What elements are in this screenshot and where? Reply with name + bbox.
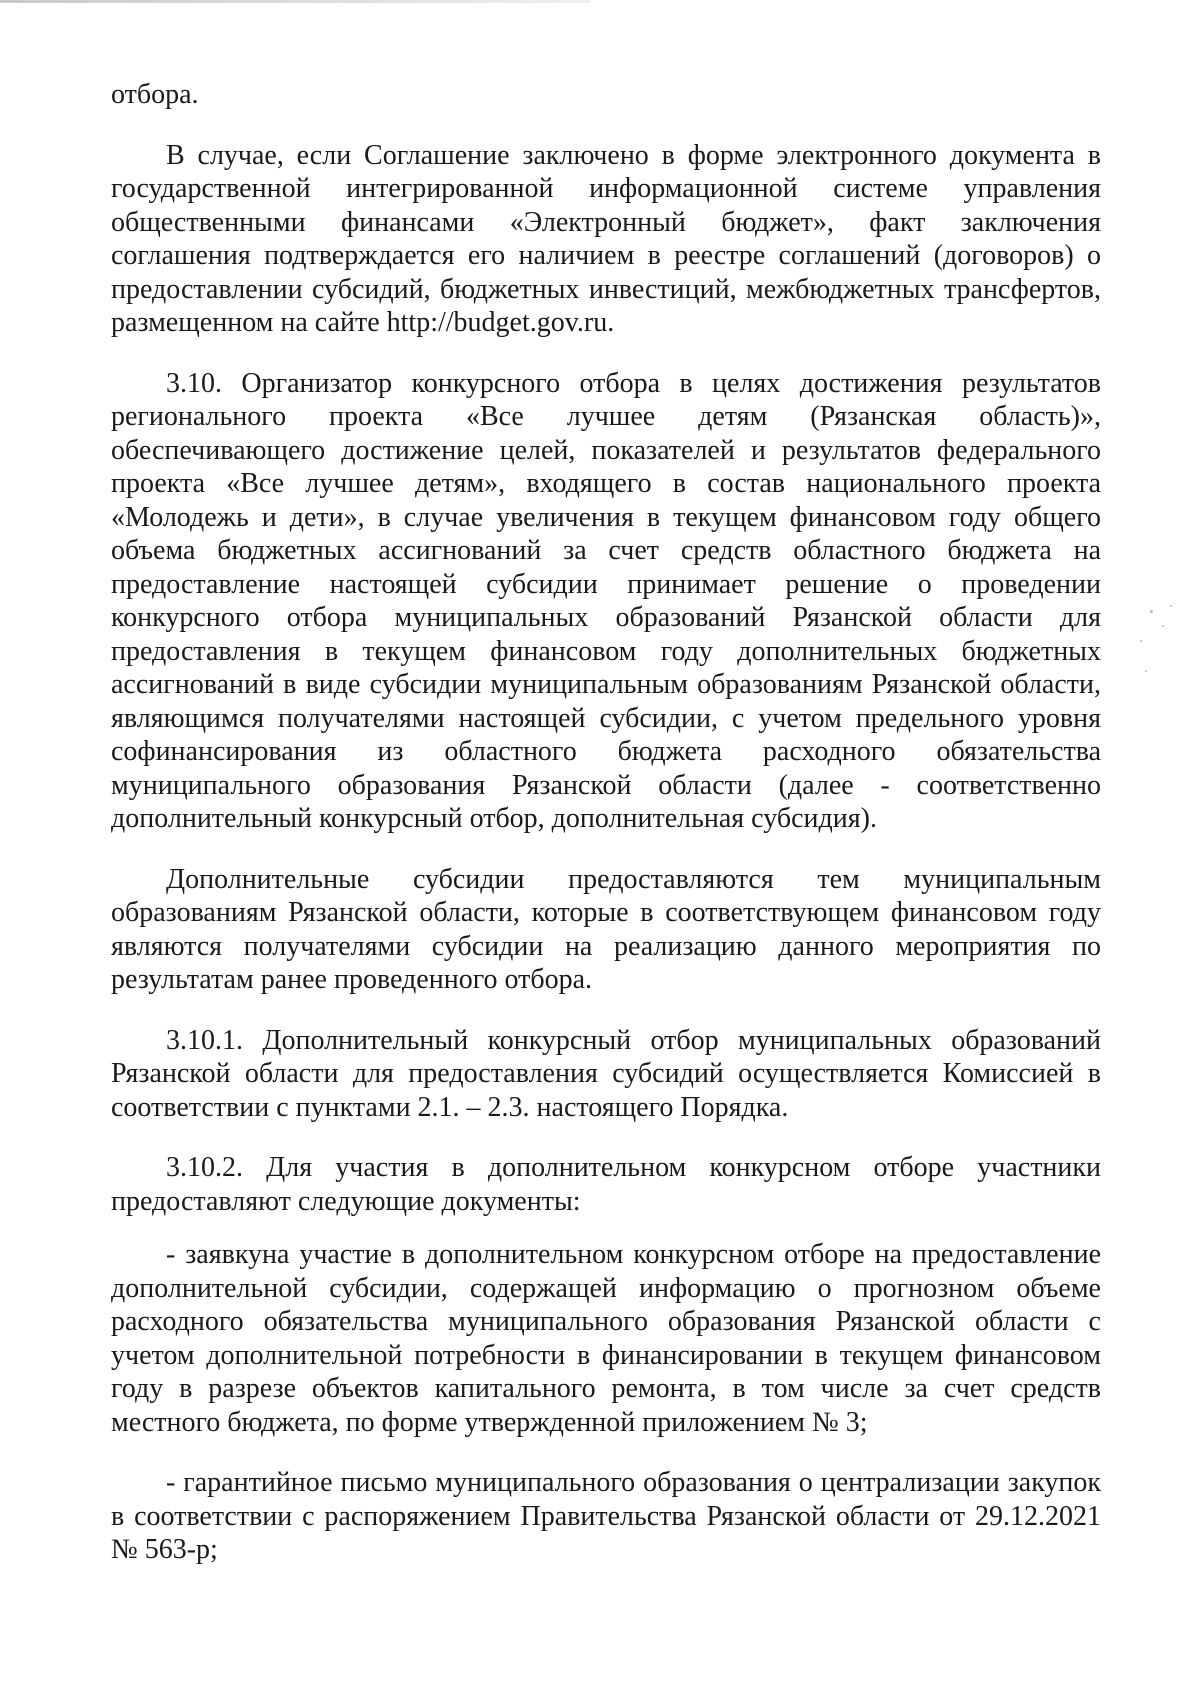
list-item-application: - заявкуна участие в дополнительном конкурсном отборе на предоставление дополнительной субсидии, содержащей информацию о прогнозном объеме расходного обязательства муниципального образования Рязанской области с учетом дополнительной потребности в финансировании в текущем финансовом году в разрезе объектов капитального ремонта, в том числе за счет средств местного бюджета, по форме утвержденной приложением № 3; <box>111 1239 1101 1438</box>
scan-speck <box>1162 625 1164 627</box>
paragraph-continuation: отбора. <box>111 79 199 110</box>
scan-speck <box>1145 670 1147 672</box>
scan-speck <box>1170 605 1172 607</box>
scan-edge-line <box>0 0 590 3</box>
paragraph-additional-subsidies: Дополнительные субсидии предоставляются тем муниципальным образованиям Рязанской области, которые в соответствующем финансовом году являются получателями субсидии на реализацию данного мероприятия по результатам ранее проведенного отбора. <box>111 863 1101 995</box>
list-item-guarantee-letter: - гарантийное письмо муниципального образования о централизации закупок в соответствии с распоряжением Правительства Рязанской области от 29.12.2021 № 563-р; <box>111 1467 1101 1565</box>
paragraph-3-10: 3.10. Организатор конкурсного отбора в целях достижения результатов регионального проекта «Все лучшее детям (Рязанская область)», обеспечивающего достижение целей, показателей и результатов федерального проекта «Все лучшее детям», входящего в состав национального проекта «Молодежь и дети», в случае увеличения в текущем финансовом году общего объема бюджетных ассигнований за счет средств областного бюджета на предоставление настоящей субсидии принимает решение о проведении конкурсного отбора муниципальных образований Рязанской области для предоставления в текущем финансовом году дополнительных бюджетных ассигнований в виде субсидии муниципальным образованиям Рязанской области, являющимся получателями настоящей субсидии, с учетом предельного уровня софинансирования из областного бюджета расходного обязательства муниципального образования Рязанской области (далее - соответственно дополнительный конкурсный отбор, дополнительная субсидия). <box>111 367 1101 834</box>
paragraph-electronic-agreement: В случае, если Соглашение заключено в форме электронного документа в государственной интегрированной информационной системе управления общественными финансами «Электронный бюджет», факт заключения соглашения подтверждается его наличием в реестре соглашений (договоров) о предоставлении субсидий, бюджетных инвестиций, межбюджетных трансфертов, размещенном на сайте http://budget.gov.ru. <box>111 139 1101 338</box>
paragraph-3-10-2: 3.10.2. Для участия в дополнительном конкурсном отборе участники предоставляют следующие документы: <box>111 1152 1101 1217</box>
document-page <box>111 78 1101 1594</box>
scan-speck <box>1140 640 1142 642</box>
scan-speck <box>1150 610 1153 613</box>
paragraph-3-10-1: 3.10.1. Дополнительный конкурсный отбор муниципальных образований Рязанской области для предоставления субсидий осуществляется Комиссией в соответствии с пунктами 2.1. – 2.3. настоящего Порядка. <box>111 1024 1101 1123</box>
